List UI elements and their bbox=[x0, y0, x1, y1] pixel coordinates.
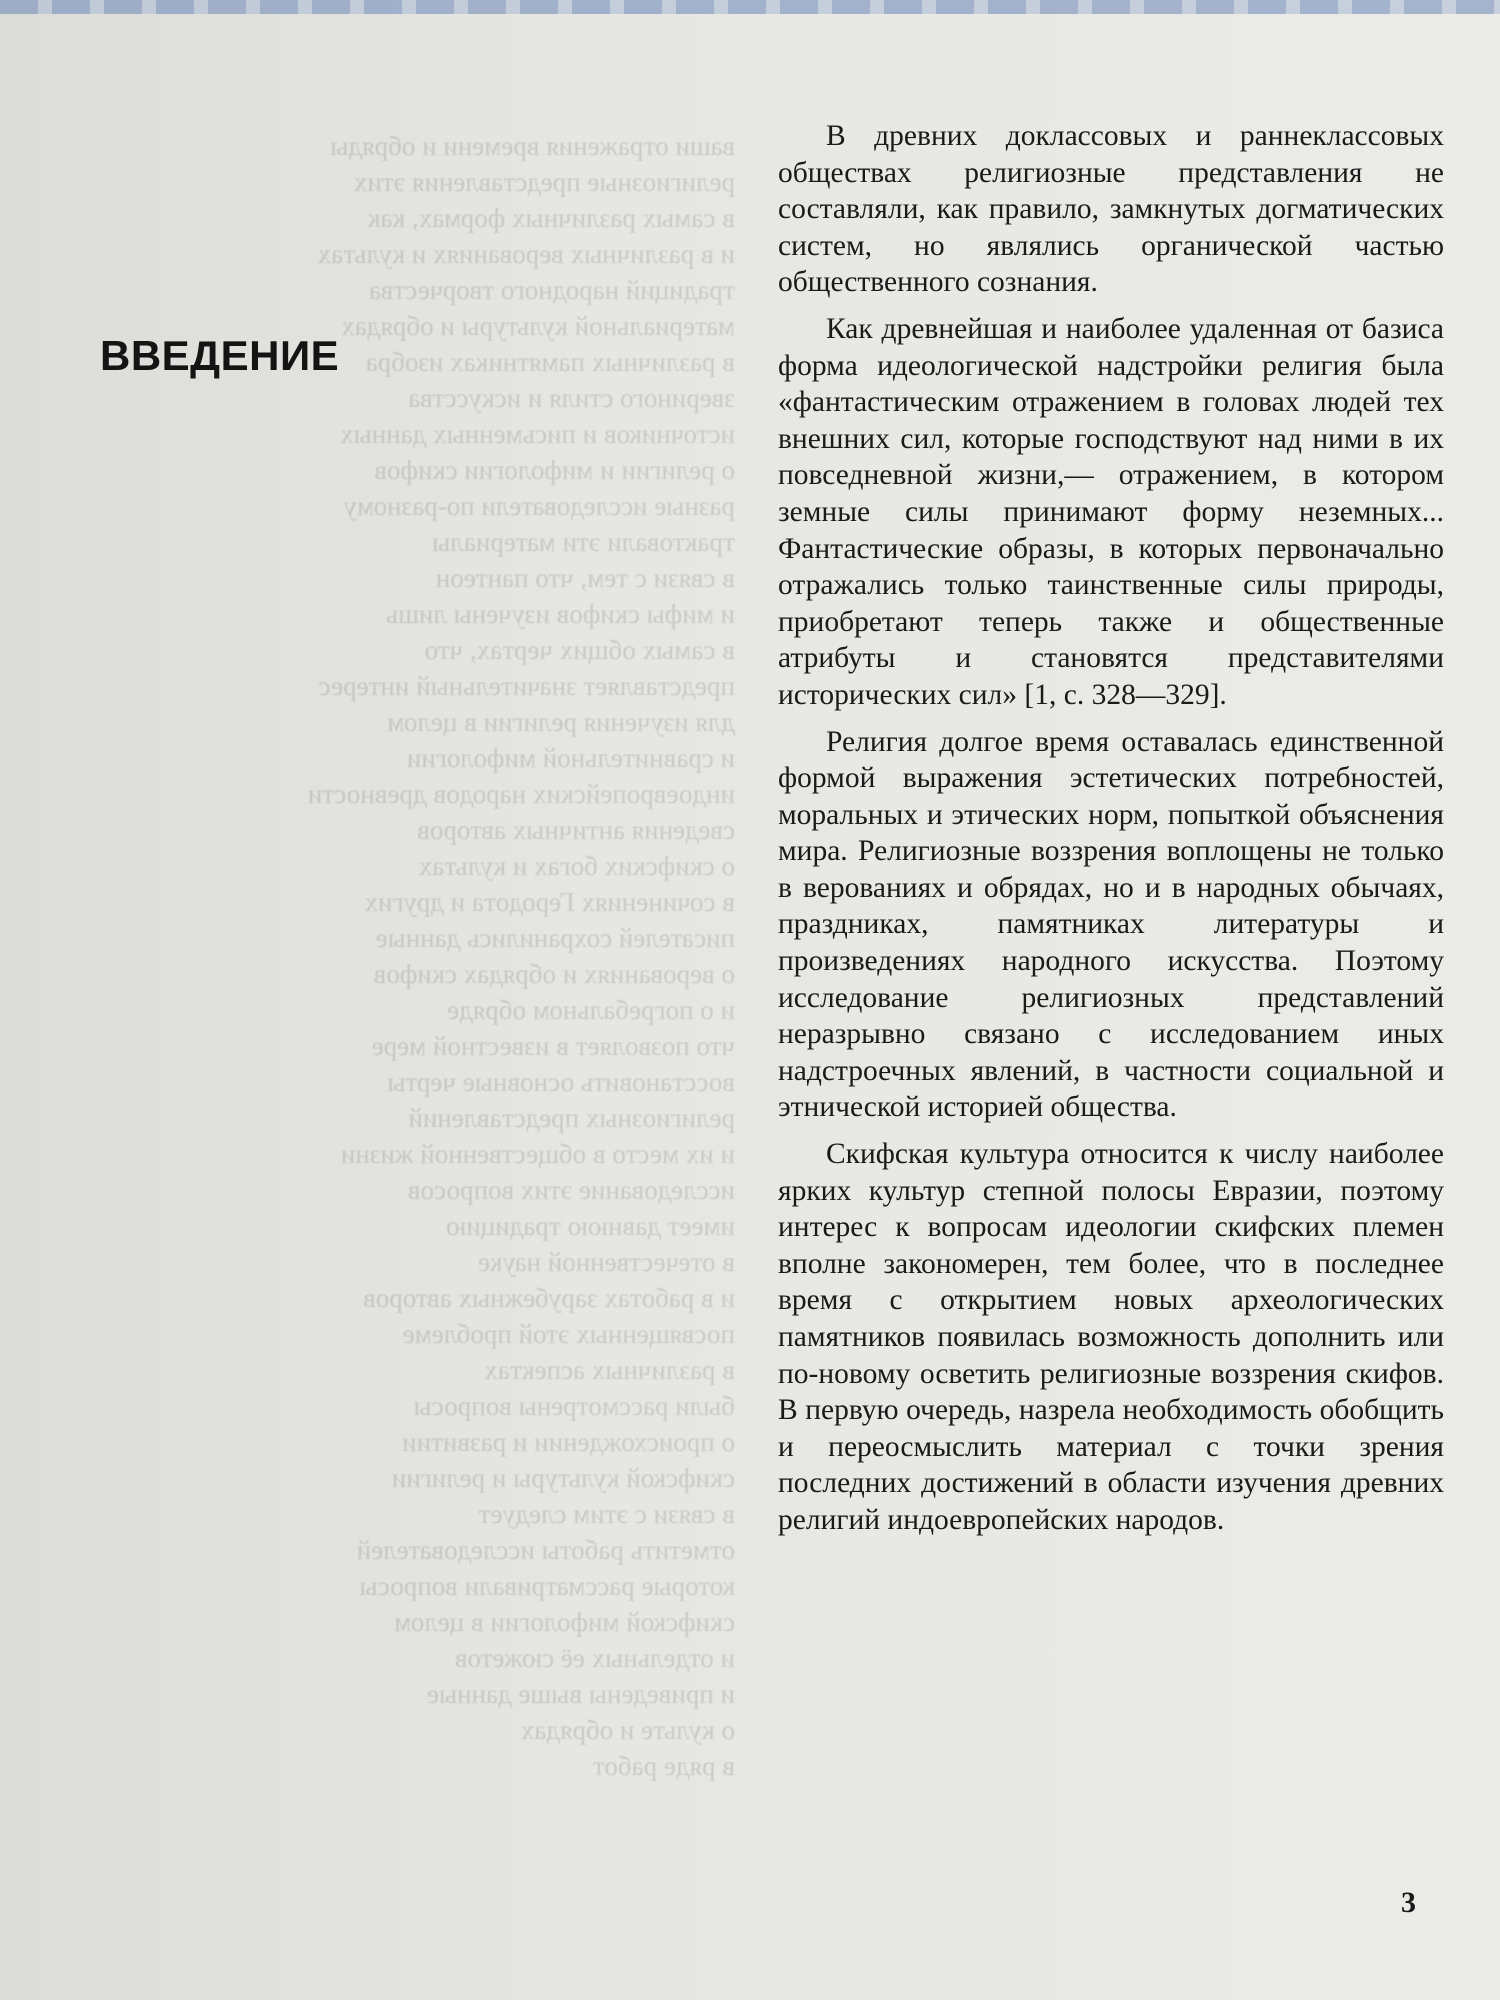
paragraph: В древних доклассовых и раннеклассовых обществах религиозные представления не составляли, как правило, замкнутых догматических систем, но являлись органической частью общественного сознания. bbox=[778, 120, 1444, 299]
page-number: 3 bbox=[1401, 1886, 1416, 1919]
bleed-through-texture: ваши отражения времени и обряды религиозные представления этих в самых различных формах, как и в различных верованиях и культах традиций народного творчества материальной культуры и обрядах в различных памятниках изобра звериного стиля и искусства источников и письменных данных о религии и мифологии скифов разные исследователи по-разному трактовали эти материалы в связи с тем, что пантеон и мифы скифов изучены лишь в самых общих чертах, что представляет значительный интерес для изучения религии в целом и сравнительной мифологии индоевропейских народов древности сведения античных авторов о скифских богах и культах в сочинениях Геродота и других писателей сохранились данные о верованиях и обрядах скифов и о погребальном обряде что позволяет в известной мере восстановить основные черты религиозных представлений и их место в общественной жизни исследование этих вопросов имеет давнюю традицию в отечественной науке и в работах зарубежных авторов посвященных этой проблеме в различных аспектах были рассмотрены вопросы о происхождении и развитии скифской культуры и религии в связи с этим следует отметить работы исследователей которые рассматривали вопросы скифской мифологии в целом и отдельных её сюжетов и приведены выше данные о культе и обрядах в ряде работ bbox=[307, 131, 735, 1781]
main-text-column bbox=[778, 118, 1444, 1549]
paragraph: Скифская культура относится к числу наиболее ярких культур степной полосы Евразии, поэтому интерес к вопросам идеологии скифских племен вполне закономерен, тем более, что в последнее время с открытием новых археологических памятников появилась возможность дополнить или по-новому осветить религиозные воззрения скифов. В первую очередь, назрела необходимость обобщить и переосмыслить материал с точки зрения последних достижений в области изучения древних религий индоевропейских народов. bbox=[778, 1138, 1444, 1536]
paragraph: Как древнейшая и наиболее удаленная от базиса форма идеологической надстройки религия была «фантастическим отражением в головах людей тех внешних сил, которые господствуют над ними в их повседневной жизни,— отражением, в котором земные силы принимают форму неземных... Фантастические образы, в которых первоначально отражались только таинственные силы природы, приобретают теперь также и общественные атрибуты и становятся представителями исторических сил» [1, с. 328—329]. bbox=[778, 312, 1444, 711]
page-top-edge bbox=[0, 0, 1500, 14]
paragraph: Религия долгое время оставалась единственной формой выражения эстетических потребностей, моральных и этических норм, попыткой объяснения мира. Религиозные воззрения воплощены не только в верованиях и обрядах, но и в народных обычаях, праздниках, памятниках литературы и произведениях народного искусства. Поэтому исследование религиозных представлений неразрывно связано с исследованием иных надстроечных явлений, в частности социальной и этнической историей общества. bbox=[778, 725, 1444, 1124]
chapter-heading: ВВЕДЕНИЕ bbox=[100, 332, 340, 379]
